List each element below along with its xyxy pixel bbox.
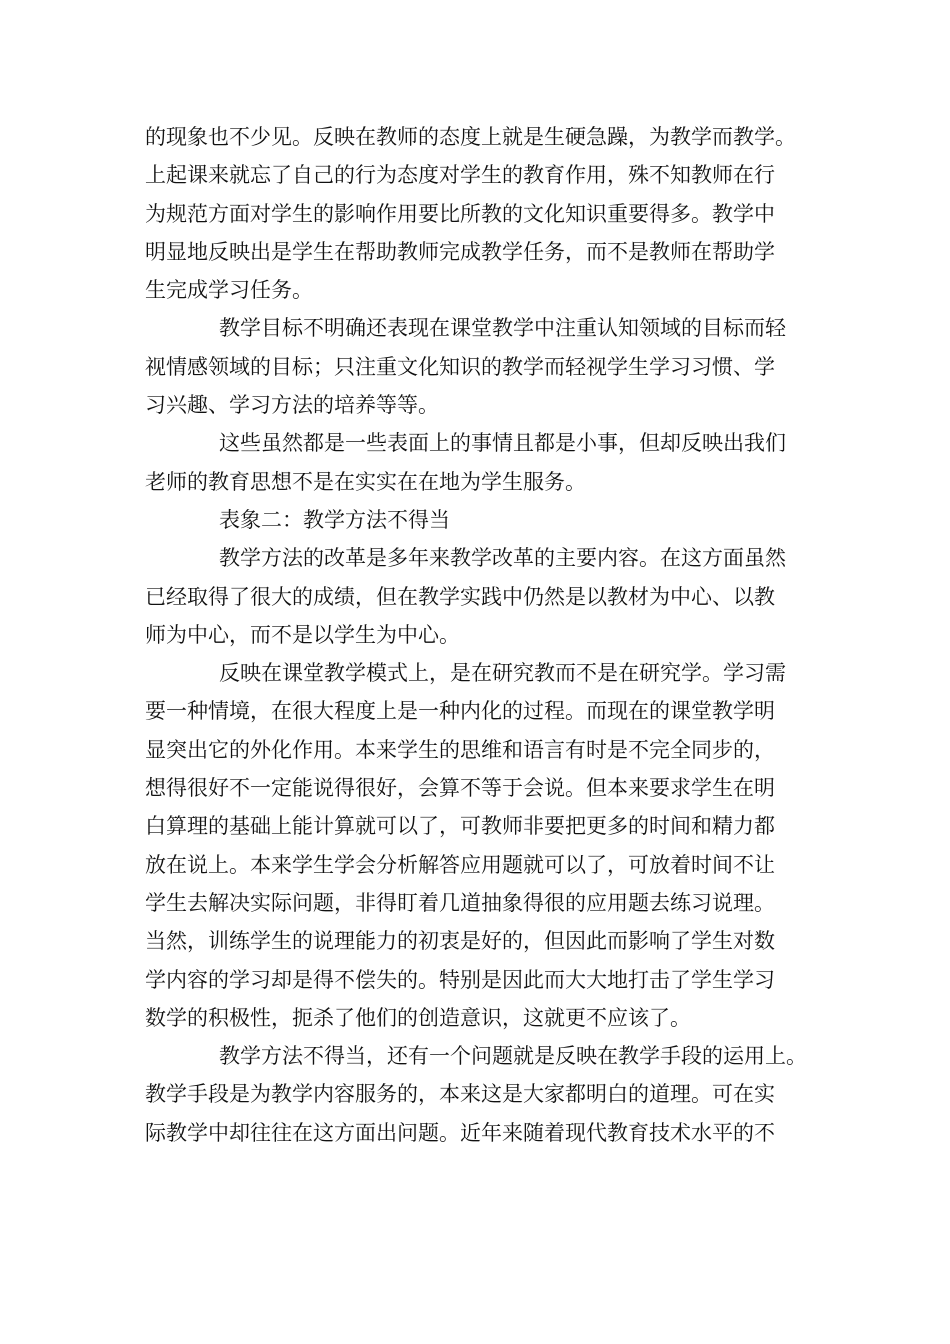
text-line: 数学的积极性，扼杀了他们的创造意识，这就更不应该了。 (145, 1005, 691, 1030)
text-line: 教学手段是为教学内容服务的，本来这是大家都明白的道理。可在实 (145, 1082, 775, 1107)
text-line: 要一种情境，在很大程度上是一种内化的过程。而现在的课堂教学明 (145, 699, 775, 724)
text-line: 放在说上。本来学生学会分析解答应用题就可以了，可放着时间不让 (145, 852, 775, 877)
text-line: 上起课来就忘了自己的行为态度对学生的教育作用，殊不知教师在行 (145, 163, 775, 188)
text-line: 视情感领域的目标；只注重文化知识的教学而轻视学生学习习惯、学 (145, 354, 775, 379)
text-line: 际教学中却往往在这方面出问题。近年来随着现代教育技术水平的不 (145, 1120, 775, 1145)
text-line: 当然，训练学生的说理能力的初衷是好的，但因此而影响了学生对数 (145, 929, 775, 954)
text-line: 白算理的基础上能计算就可以了，可教师非要把更多的时间和精力都 (145, 814, 775, 839)
text-line: 生完成学习任务。 (145, 278, 313, 303)
text-line: 的现象也不少见。反映在教师的态度上就是生硬急躁，为教学而教学。 (145, 125, 796, 149)
paragraph-start-line: 这些虽然都是一些表面上的事情且都是小事，但却反映出我们 (219, 431, 786, 456)
text-line: 已经取得了很大的成绩，但在教学实践中仍然是以教材为中心、以教 (145, 584, 775, 609)
text-line: 师为中心，而不是以学生为中心。 (145, 622, 460, 647)
paragraph-start-line: 教学方法不得当，还有一个问题就是反映在教学手段的运用上。 (219, 1044, 807, 1069)
paragraph-start-line: 教学目标不明确还表现在课堂教学中注重认知领域的目标而轻 (219, 316, 786, 341)
text-line: 习兴趣、学习方法的培养等等。 (145, 393, 439, 418)
text-line: 学内容的学习却是得不偿失的。特别是因此而大大地打击了学生学习 (145, 967, 775, 992)
section-heading: 表象二：教学方法不得当 (219, 507, 450, 532)
body-text (145, 118, 825, 1152)
text-line: 明显地反映出是学生在帮助教师完成教学任务，而不是教师在帮助学 (145, 239, 775, 264)
text-line: 显突出它的外化作用。本来学生的思维和语言有时是不完全同步的， (145, 737, 775, 762)
text-line: 老师的教育思想不是在实实在在地为学生服务。 (145, 469, 586, 494)
paragraph-start-line: 反映在课堂教学模式上，是在研究教而不是在研究学。学习需 (219, 661, 786, 686)
paragraph-start-line: 教学方法的改革是多年来教学改革的主要内容。在这方面虽然 (219, 546, 786, 571)
text-line: 想得很好不一定能说得很好，会算不等于会说。但本来要求学生在明 (145, 776, 775, 801)
text-line: 为规范方面对学生的影响作用要比所教的文化知识重要得多。教学中 (145, 201, 775, 226)
text-line: 学生去解决实际问题，非得盯着几道抽象得很的应用题去练习说理。 (145, 890, 775, 915)
